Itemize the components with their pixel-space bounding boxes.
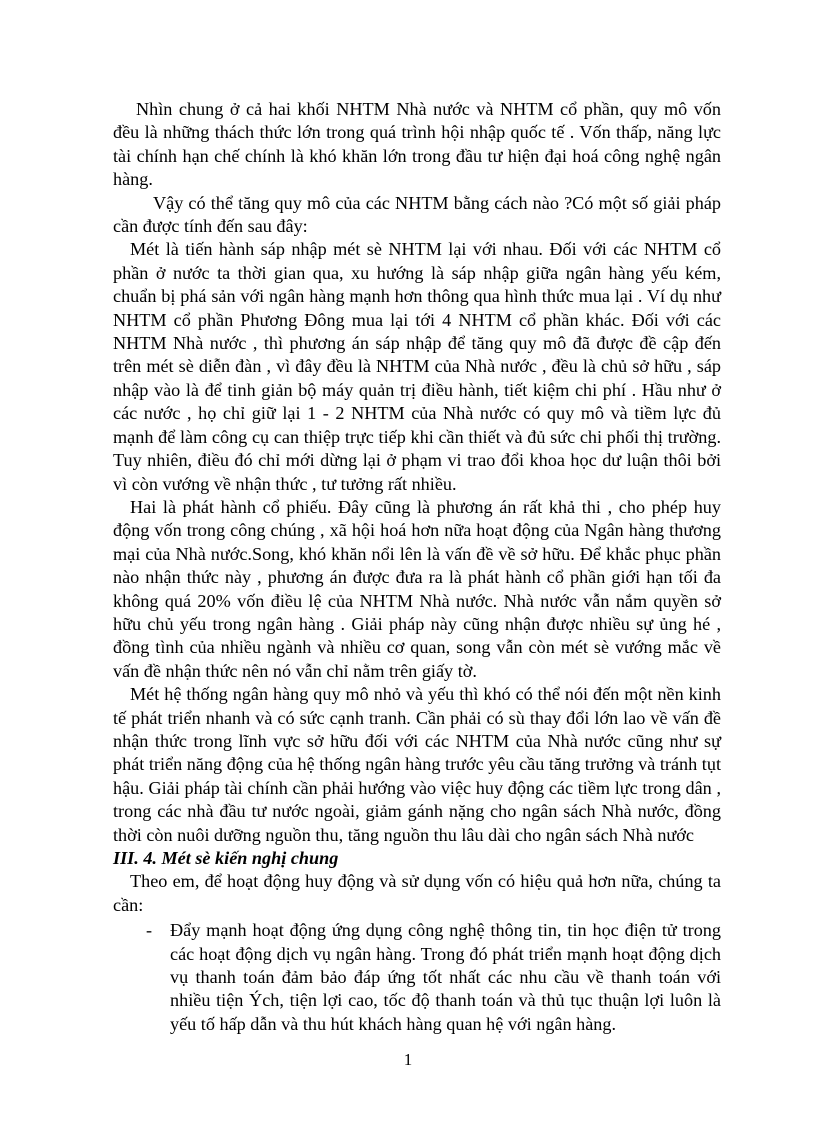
paragraph-2: Vậy có thể tăng quy mô của các NHTM bằng cách nào ?Có một số giải pháp cần được tính đến sau đây: [113, 192, 721, 237]
paragraph-3: Mét là tiến hành sáp nhập mét sè NHTM lại với nhau. Đối với các NHTM cổ phần ở nước ta thời gian qua, xu hướng là sáp nhập giữa ngân hàng yếu kém, chuẩn bị phá sản với ngân hàng mạnh hơn thông qua hình thức mua lại . Ví dụ như NHTM cổ phần Phương Đông mua lại tới 4 NHTM cổ phần khác. Đối với các NHTM Nhà nước , thì phương án sáp nhập để tăng quy mô đã được đề cập đến trên mét sè diễn đàn , vì đây đều là NHTM của Nhà nước , đều là chủ sở hữu , sáp nhập vào là để tinh giản bộ máy quản trị điều hành, tiết kiệm chi phí . Hầu như ở các nước , họ chỉ giữ lại 1 - 2 NHTM của Nhà nước có quy mô và tiềm lực đủ mạnh để làm công cụ can thiệp trực tiếp khi cần thiết và đủ sức chi phối thị trường. Tuy nhiên, điều đó chỉ mới dừng lại ở phạm vi trao đổi khoa học dư luận thôi bởi vì còn vướng về nhận thức , tư tưởng rất nhiều. [113, 239, 721, 494]
page-number: 1 [403, 1050, 413, 1069]
section-heading: III. 4. Mét sè kiến nghị chung [113, 848, 339, 868]
paragraph-4: Hai là phát hành cổ phiếu. Đây cũng là phương án rất khả thi , cho phép huy động vốn trong công chúng , xã hội hoá hơn nữa hoạt động của Ngân hàng thương mại của Nhà nước.Song, khó khăn nổi lên là vấn đề về sở hữu. Để khắc phục phần nào nhận thức này , phương án được đưa ra là phát hành cổ phần giới hạn tối đa không quá 20% vốn điều lệ của NHTM Nhà nước. Nhà nước vẫn nắm quyền sở hữu chủ yếu trong ngân hàng . Giải pháp này cũng nhận được nhiều sự ủng hé , đồng tình của nhiều ngành và nhiều cơ quan, song vẫn còn mét sè vướng mắc về vấn đề nhận thức nên nó vẫn chỉ nằm trên giấy tờ. [113, 496, 721, 681]
paragraph-5: Mét hệ thống ngân hàng quy mô nhỏ và yếu thì khó có thể nói đến một nền kinh tế phát triển nhanh và có sức cạnh tranh. Cần phải có sù thay đổi lớn lao về vấn đề nhận thức trong lĩnh vực sở hữu đối với các NHTM của Nhà nước cũng như sự phát triển năng động của hệ thống ngân hàng trước yêu cầu tăng trưởng và tránh tụt hậu. Giải pháp tài chính cần phải hướng vào việc huy động các tiềm lực trong dân , trong các nhà đầu tư nước ngoài, giảm gánh nặng cho ngân sách Nhà nước, đồng thời còn nuôi dưỡng nguồn thu, tăng nguồn thu lâu dài cho ngân sách Nhà nước [113, 684, 721, 845]
list-item-text: Đẩy mạnh hoạt động ứng dụng công nghệ thông tin, tin học điện tử trong các hoạt động dịch vụ ngân hàng. Trong đó phát triển mạnh hoạt động dịch vụ thanh toán đảm bảo đáp ứng tốt nhất các nhu cầu về thanh toán với nhiều tiện Ých, tiện lợi cao, tốc độ thanh toán và thủ tục thuận lợi luôn là yếu tố hấp dẫn và thu hút khách hàng quan hệ với ngân hàng. [170, 920, 721, 1034]
list-item [113, 919, 721, 1036]
list-bullet: - [146, 920, 153, 941]
intro-paragraph: Theo em, để hoạt động huy động và sử dụng vốn có hiệu quả hơn nữa, chúng ta cần: [113, 871, 721, 915]
body-text [113, 98, 721, 1036]
paragraph-1: Nhìn chung ở cả hai khối NHTM Nhà nước và NHTM cổ phần, quy mô vốn đều là những thách thức lớn trong quá trình hội nhập quốc tế . Vốn thấp, năng lực tài chính hạn chế chính là khó khăn lớn trong đầu tư hiện đại hoá công nghệ ngân hàng. [113, 99, 721, 190]
